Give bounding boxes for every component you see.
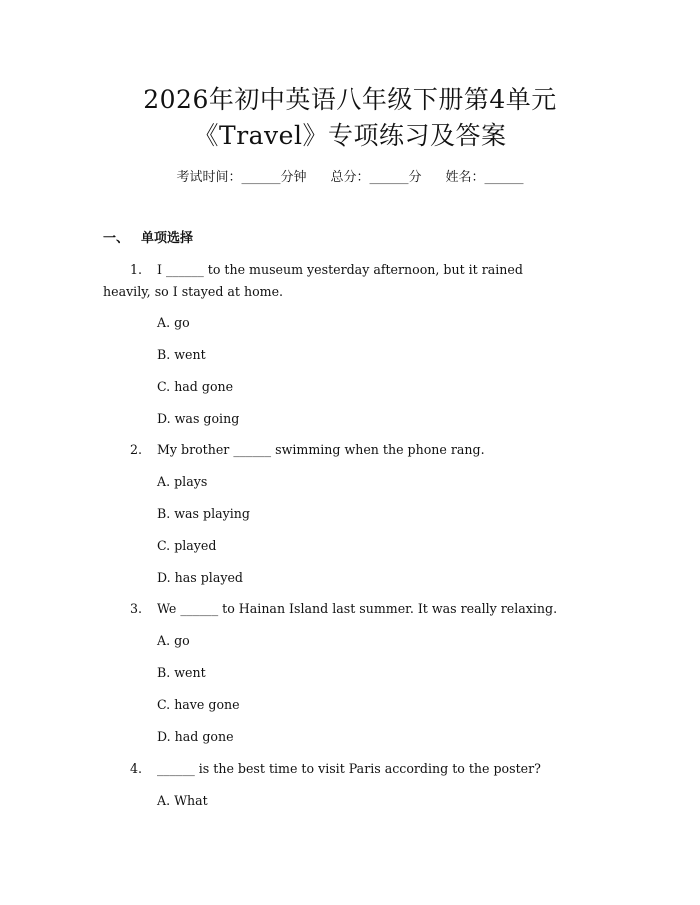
exam-time: 考试时间：______分钟 [176,170,307,185]
option: C. played [157,538,217,553]
option: D. had gone [157,729,234,744]
section-title: 单项选择 [141,231,194,246]
question-text: I ______ to the museum yesterday afternoon, but it rained [157,262,523,277]
option: A. What [157,793,208,808]
option: B. was playing [157,506,250,521]
option: A. plays [157,474,208,489]
option: A. go [157,633,190,648]
question-number: 2. [130,442,143,457]
exam-score: 总分：______分 [330,170,422,185]
option: B. went [157,347,206,362]
option: D. has played [157,570,243,585]
question-number: 1. [130,262,143,277]
section-heading [103,229,193,249]
exam-name: 姓名：______ [445,170,524,185]
document-title-line2: 《Travel》专项练习及答案 [193,121,507,150]
question-text-continued: heavily, so I stayed at home. [103,284,284,299]
option: B. went [157,665,206,680]
question-number: 3. [130,601,143,616]
document-title-line1: 2026年初中英语八年级下册第4单元 [143,85,557,114]
option: C. had gone [157,379,234,394]
option: A. go [157,315,190,330]
option: D. was going [157,411,240,426]
question-text: ______ is the best time to visit Paris according to the poster? [157,761,541,776]
question-number: 4. [130,761,143,776]
question-text: We ______ to Hainan Island last summer. It was really relaxing. [157,601,558,616]
option: C. have gone [157,697,240,712]
exam-meta [0,168,700,188]
section-number: 一、 [103,231,130,246]
question-text: My brother ______ swimming when the phone rang. [157,442,485,457]
